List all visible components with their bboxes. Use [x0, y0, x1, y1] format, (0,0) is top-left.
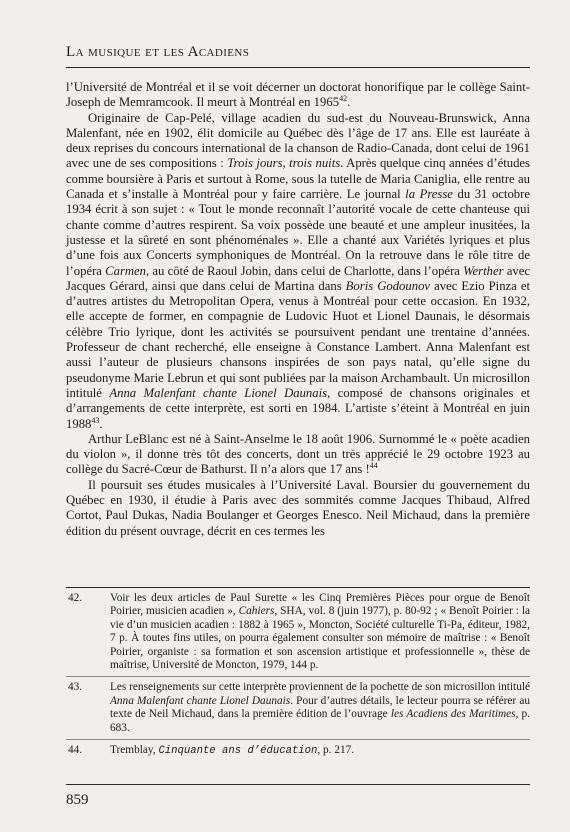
footnote-text: Voir les deux articles de Paul Surette « les Cinq Premières Pièces pour orgue de Benoît Poirier, musicien acadien », Cahiers, SHA, vol. 8 (juin 1977), p. 80-92 ; « Benoît Poirier : la vie d’un musicien acadien : 1882 à 1965 », Moncton, Société culturelle Ti-Pa, éditeur, 1982, 7 p. À toutes fins utiles, on pourra également consulter son mémoire de maîtrise : « Benoît Poirier, organiste : sa formation et son ascension artistique et professionnelle », thèse de maîtrise, Université de Moncton, 1979, 144 p.: [110, 592, 530, 672]
footnote-number: 43.: [68, 681, 83, 694]
footnote-ref: 44: [369, 461, 378, 471]
footnote-44: [66, 744, 530, 758]
footnote-divider: [66, 676, 530, 677]
footnote-rule: [66, 587, 530, 588]
paragraph: Il poursuit ses études musicales à l’Université Laval. Boursier du gouvernement du Québec en 1930, il étudie à Paris avec des sommités comme Jacques Thibaud, Alfred Cortot, Paul Dukas, Nadia Boulanger et Georges Enesco. Neil Michaud, dans la première édition du présent ouvrage, décrit en ces termes les: [66, 477, 530, 538]
footnote-42: [66, 592, 530, 672]
footnotes: [66, 592, 530, 762]
running-header: La musique et les Acadiens: [66, 44, 250, 60]
footnote-number: 44.: [68, 744, 83, 757]
paragraph: Arthur LeBlanc est né à Saint-Anselme le 18 août 1906. Surnommé le « poète acadien du violon », il donne très tôt des concerts, dont un très apprécié le 29 octobre 1923 au collège du Sacré-Cœur de Bathurst. Il n’a alors que 17 ans !$^{44}$: [66, 431, 530, 477]
footnote-number: 42.: [68, 592, 83, 604]
footnote-ref: 43: [91, 415, 100, 425]
paragraph: Originaire de Cap-Pelé, village acadien du sud-est du Nouveau-Brunswick, Anna Malenfant, née en 1902, élit domicile au Québec dès l’âge de 17 ans. Elle est lauréate à deux reprises du concours international de la chanson de Radio-Canada, dont celui de 1961 avec une de ses compositions : Trois jours, trois nuits. Après quelque cinq années d’études comme boursière à Paris et surtout à Rome, sous la tutelle de Maria Caniglia, elle rentre au Canada et s’installe à Montréal pour y faire carrière. Le journal la Presse du 31 octobre 1934 écrit à son sujet : « Tout le monde reconnaît l’autorité vocale de cette chanteuse qui chante comme d’autres respirent. Sa voix possède une beauté et une ampleur inusitées, la justesse et la sûreté en sont phénoménales ». Elle a chanté aux Variétés lyriques et plus d’une fois aux Concerts symphoniques de Montréal. On la retrouve dans le rôle titre de l’opéra Carmen, au côté de Raoul Jobin, dans celui de Charlotte, dans l’opéra Werther avec Jacques Gérard, ainsi que dans celui de Martina dans Boris Godounov avec Ezio Pinza et d’autres artistes du Metropolitan Opera, venus à Montréal pour cette occasion. En 1932, elle accepte de former, en compagnie de Ludovic Huot et Lionel Daunais, le désormais célèbre Trio lyrique, dont les activités se poursuivent pendant une trentaine d’années. Professeur de chant recherché, elle enseigne à Constance Lambert. Anna Malenfant est aussi l’auteur de plusieurs chansons inspirées de son pays natal, qu’elle signe du pseudonyme Marie Lebrun et qui sont publiées par la maison Archambault. Un microsillon intitulé Anna Malenfant chante Lionel Daunais, composé de chansons originales et d’arrangements de cette interprète, est sorti en 1984. L’artiste s’éteint à Montréal en juin 1988$^{43}$.: [66, 110, 530, 431]
main-text: [66, 80, 530, 539]
header-rule: [66, 67, 530, 68]
footnote-ref: 42: [339, 94, 348, 104]
footnote-43: [66, 681, 530, 735]
footer-rule: [66, 784, 530, 785]
page-number: 859: [66, 792, 89, 808]
footnote-text: Les renseignements sur cette interprète proviennent de la pochette de son microsillon intitulé Anna Malenfant chante Lionel Daunais. Pour d’autres détails, le lecteur pourra se référer au texte de Neil Michaud, dans la première édition de l’ouvrage les Acadiens des Maritimes, p. 683.: [110, 681, 530, 734]
footnote-text: Tremblay, Cinquante ans d’éducation, p. 217.: [110, 744, 355, 758]
paragraph: l’Université de Montréal et il se voit décerner un doctorat honorifique par le collège Saint-Joseph de Memramcook. Il meurt à Montréal en 1965$^{42}$.: [66, 80, 530, 110]
footnote-divider: [66, 739, 530, 740]
